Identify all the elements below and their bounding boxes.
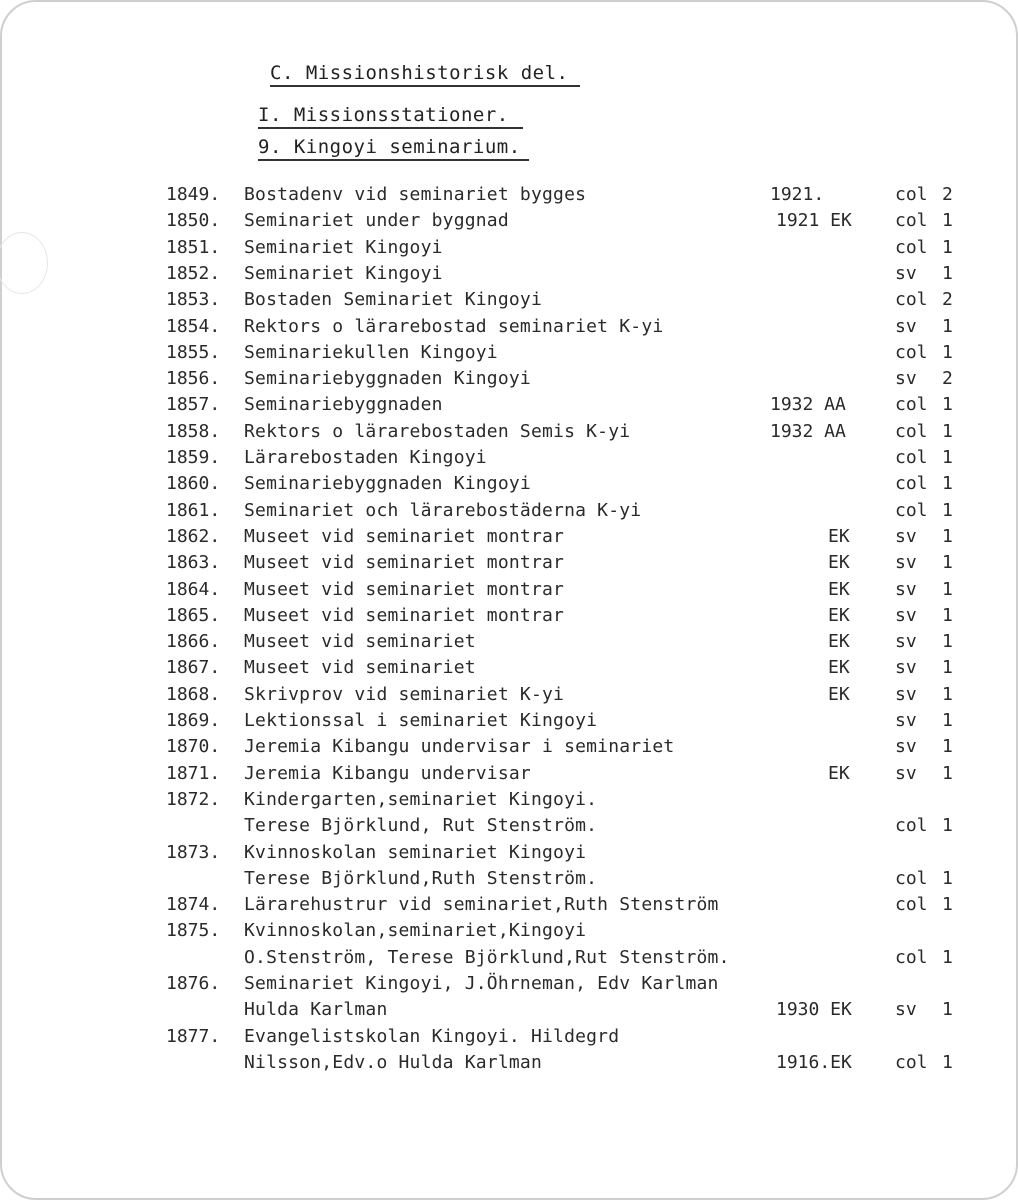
entry-count: 1 — [942, 815, 953, 837]
entry-text: Museet vid seminariet montrar — [244, 552, 565, 574]
entry-text: Seminariet Kingoyi, J.Öhrneman, Edv Karlman — [244, 973, 719, 994]
entry-reference: EK — [828, 683, 850, 705]
entry-row — [0, 631, 1018, 657]
entry-text: Kvinnoskolan seminariet Kingoyi — [244, 841, 587, 863]
entry-row — [0, 526, 1018, 552]
entry-type: col — [895, 236, 928, 258]
entry-type: sv — [895, 683, 917, 705]
entry-text: Bostadenv vid seminariet bygges — [244, 184, 587, 205]
entry-text: Terese Björklund,Ruth Stenström. — [244, 867, 598, 889]
entry-row — [0, 316, 1018, 342]
entry-count: 1 — [942, 525, 953, 547]
entry-year: 1867. — [166, 657, 221, 679]
section-heading-text: C. Missionshistorisk del. — [270, 62, 580, 87]
entry-reference: 1930 EK — [776, 999, 852, 1021]
entry-year: 1861. — [166, 499, 221, 521]
entry-year: 1857. — [166, 394, 221, 416]
entry-text: Museet vid seminariet — [244, 657, 476, 679]
entry-type: col — [895, 473, 928, 495]
entry-row — [0, 210, 1018, 236]
entry-type: col — [895, 394, 928, 416]
entry-row — [0, 237, 1018, 263]
entry-row — [0, 736, 1018, 762]
entry-row — [0, 605, 1018, 631]
entry-type: sv — [895, 762, 917, 784]
entry-reference: 1921 EK — [776, 210, 852, 232]
entry-year: 1862. — [166, 525, 221, 547]
entry-row — [0, 184, 1018, 210]
entry-text: Lärarebostaden Kingoyi — [244, 447, 487, 468]
entry-year: 1856. — [166, 368, 221, 390]
entry-type: col — [895, 867, 928, 889]
entry-year: 1869. — [166, 710, 221, 731]
entry-row — [0, 920, 1018, 946]
entry-count: 1 — [942, 657, 953, 679]
entry-row — [0, 973, 1018, 999]
entry-reference: EK — [828, 604, 850, 626]
entry-count: 1 — [942, 631, 953, 653]
entry-type: sv — [895, 657, 917, 679]
entry-count: 1 — [942, 578, 953, 600]
entry-year: 1877. — [166, 1025, 221, 1047]
entry-year: 1864. — [166, 578, 221, 600]
entry-text: Seminariet Kingoyi — [244, 262, 443, 284]
entry-count: 1 — [942, 1051, 953, 1073]
entry-year: 1873. — [166, 841, 221, 863]
entry-year: 1870. — [166, 736, 221, 758]
entry-reference: EK — [828, 525, 850, 547]
entry-type: col — [895, 499, 928, 521]
entry-type: col — [895, 420, 928, 442]
entry-reference: EK — [828, 552, 850, 574]
entry-count: 1 — [942, 341, 953, 363]
entry-text: Skrivprov vid seminariet K-yi — [244, 683, 565, 705]
entry-row — [0, 500, 1018, 526]
entry-text: Seminariet Kingoyi — [244, 236, 443, 258]
entry-text: Lärarehustrur vid seminariet,Ruth Stenström — [244, 894, 719, 916]
entry-type: sv — [895, 736, 917, 758]
entry-text: Bostaden Seminariet Kingoyi — [244, 289, 542, 311]
entry-row — [0, 657, 1018, 683]
entry-type: col — [895, 184, 928, 205]
entry-year: 1860. — [166, 473, 221, 495]
entry-count: 1 — [942, 683, 953, 705]
entry-reference: EK — [828, 578, 850, 600]
entry-row — [0, 842, 1018, 868]
entry-text: Hulda Karlman — [244, 999, 388, 1021]
entry-count: 1 — [942, 736, 953, 758]
entry-text: Museet vid seminariet montrar — [244, 604, 565, 626]
entry-count: 1 — [942, 894, 953, 916]
entry-count: 1 — [942, 552, 953, 574]
entry-row — [0, 684, 1018, 710]
entry-reference: 1932 AA — [770, 394, 846, 416]
entry-year: 1866. — [166, 631, 221, 653]
entry-row — [0, 999, 1018, 1025]
entry-text: Nilsson,Edv.o Hulda Karlman — [244, 1051, 542, 1073]
entry-text: Seminariet under byggnad — [244, 210, 509, 232]
entry-type: sv — [895, 710, 917, 731]
entry-count: 1 — [942, 236, 953, 258]
entry-count: 1 — [942, 867, 953, 889]
entry-year: 1872. — [166, 788, 221, 810]
entry-year: 1852. — [166, 262, 221, 284]
entry-count: 2 — [942, 289, 953, 311]
entry-text: O.Stenström, Terese Björklund,Rut Stenström. — [244, 946, 730, 968]
entry-row — [0, 789, 1018, 815]
entry-type: col — [895, 447, 928, 468]
entry-row — [0, 579, 1018, 605]
entry-reference: EK — [828, 762, 850, 784]
entry-text: Museet vid seminariet montrar — [244, 525, 565, 547]
entry-count: 1 — [942, 473, 953, 495]
entry-type: sv — [895, 631, 917, 653]
entry-count: 1 — [942, 762, 953, 784]
entry-type: col — [895, 289, 928, 311]
entry-count: 1 — [942, 946, 953, 968]
entry-count: 1 — [942, 210, 953, 232]
entry-type: sv — [895, 999, 917, 1021]
entry-row — [0, 1026, 1018, 1052]
entry-row — [0, 473, 1018, 499]
entry-type: sv — [895, 578, 917, 600]
entry-text: Seminariebyggnaden Kingoyi — [244, 368, 531, 390]
entry-row — [0, 947, 1018, 973]
entry-count: 1 — [942, 604, 953, 626]
entry-reference: EK — [828, 631, 850, 653]
entry-year: 1850. — [166, 210, 221, 232]
entry-row — [0, 289, 1018, 315]
entry-year: 1876. — [166, 973, 221, 994]
entry-text: Terese Björklund, Rut Stenström. — [244, 815, 598, 837]
entry-text: Seminariekullen Kingoyi — [244, 341, 498, 363]
entry-row — [0, 815, 1018, 841]
entry-count: 1 — [942, 447, 953, 468]
entry-reference: 1916.EK — [776, 1051, 852, 1073]
entry-count: 1 — [942, 499, 953, 521]
subsection-heading-text: I. Missionsstationer. — [258, 104, 523, 129]
entry-text: Museet vid seminariet montrar — [244, 578, 565, 600]
entry-row — [0, 368, 1018, 394]
entry-text: Rektors o lärarebostad seminariet K-yi — [244, 315, 664, 337]
entry-text: Jeremia Kibangu undervisar i seminariet — [244, 736, 675, 758]
entry-row — [0, 710, 1018, 736]
entry-text: Rektors o lärarebostaden Semis K-yi — [244, 420, 631, 442]
entry-type: sv — [895, 552, 917, 574]
entry-text: Kindergarten,seminariet Kingoyi. — [244, 788, 598, 810]
entry-year: 1859. — [166, 447, 221, 468]
entry-text: Seminariebyggnaden Kingoyi — [244, 473, 531, 495]
entry-type: sv — [895, 604, 917, 626]
entry-count: 1 — [942, 999, 953, 1021]
entry-type: sv — [895, 525, 917, 547]
entry-type: col — [895, 815, 928, 837]
entry-type: col — [895, 341, 928, 363]
entry-text: Kvinnoskolan,seminariet,Kingoyi — [244, 920, 587, 942]
entry-year: 1858. — [166, 420, 221, 442]
entry-row — [0, 868, 1018, 894]
entry-type: col — [895, 946, 928, 968]
entry-year: 1863. — [166, 552, 221, 574]
entry-reference: 1932 AA — [770, 420, 846, 442]
entry-year: 1874. — [166, 894, 221, 916]
entry-text: Seminariet och lärarebostäderna K-yi — [244, 499, 642, 521]
entry-type: col — [895, 210, 928, 232]
entry-text: Jeremia Kibangu undervisar — [244, 762, 531, 784]
entry-type: sv — [895, 262, 917, 284]
entry-type: col — [895, 1051, 928, 1073]
entry-year: 1851. — [166, 236, 221, 258]
entry-row — [0, 552, 1018, 578]
entry-count: 1 — [942, 315, 953, 337]
entry-year: 1849. — [166, 184, 221, 205]
entry-type: col — [895, 894, 928, 916]
entry-row — [0, 421, 1018, 447]
entry-text: Museet vid seminariet — [244, 631, 476, 653]
entry-count: 1 — [942, 262, 953, 284]
entry-count: 1 — [942, 394, 953, 416]
entry-year: 1854. — [166, 315, 221, 337]
entry-reference: EK — [828, 657, 850, 679]
entry-row — [0, 763, 1018, 789]
entry-year: 1865. — [166, 604, 221, 626]
entry-year: 1855. — [166, 341, 221, 363]
entry-year: 1868. — [166, 683, 221, 705]
entry-year: 1853. — [166, 289, 221, 311]
entry-row — [0, 342, 1018, 368]
entry-count: 1 — [942, 420, 953, 442]
station-heading-text: 9. Kingoyi seminarium. — [258, 136, 529, 161]
entry-row — [0, 894, 1018, 920]
entry-count: 2 — [942, 368, 953, 390]
entry-row — [0, 447, 1018, 473]
entry-row — [0, 263, 1018, 289]
entry-type: sv — [895, 368, 917, 390]
entry-row — [0, 1052, 1018, 1078]
entry-year: 1871. — [166, 762, 221, 784]
entry-year: 1875. — [166, 920, 221, 942]
entry-count: 2 — [942, 184, 953, 205]
entry-text: Lektionssal i seminariet Kingoyi — [244, 710, 598, 731]
entry-row — [0, 394, 1018, 420]
entry-text: Seminariebyggnaden — [244, 394, 443, 416]
entry-type: sv — [895, 315, 917, 337]
entry-count: 1 — [942, 710, 953, 731]
entry-reference: 1921. — [770, 184, 825, 205]
entry-text: Evangelistskolan Kingoyi. Hildegrd — [244, 1025, 620, 1047]
